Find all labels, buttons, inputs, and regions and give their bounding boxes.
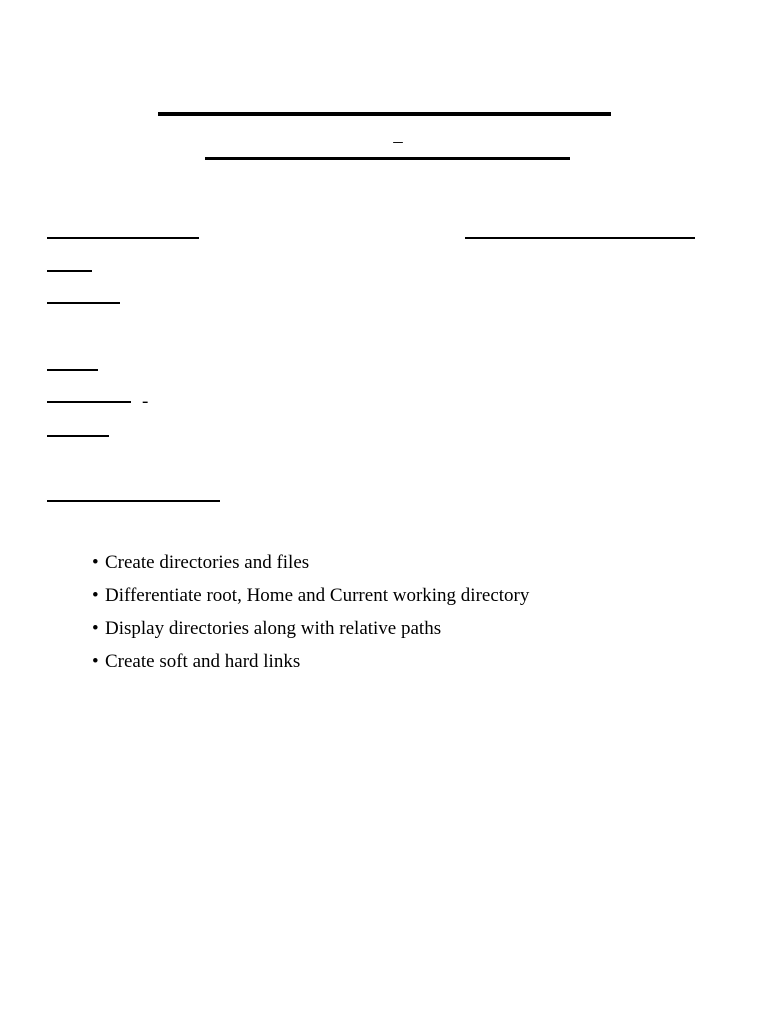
- bullet-icon: •: [92, 552, 99, 573]
- objective-text: Display directories along with relative paths: [105, 618, 442, 639]
- bullet-icon: •: [92, 651, 99, 672]
- field-underline-left-top: [47, 237, 199, 239]
- list-item: [92, 645, 529, 678]
- section-heading-underline: [47, 500, 220, 502]
- objective-text: Create soft and hard links: [105, 651, 301, 672]
- subtitle-dash: –: [393, 131, 403, 152]
- field-underline-3: [47, 369, 98, 371]
- bullet-icon: •: [92, 618, 99, 639]
- field-underline-2: [47, 302, 120, 304]
- list-item: [92, 612, 529, 645]
- list-item: [92, 579, 529, 612]
- field-underline-1: [47, 270, 92, 272]
- title-underline: [158, 112, 611, 116]
- field-underline-5: [47, 435, 109, 437]
- objectives-list: [92, 546, 529, 678]
- subtitle-underline: [205, 157, 570, 160]
- bullet-icon: •: [92, 585, 99, 606]
- field-hyphen: -: [142, 391, 149, 412]
- field-underline-4: [47, 401, 131, 403]
- objective-text: Differentiate root, Home and Current working directory: [105, 585, 530, 606]
- objective-text: Create directories and files: [105, 552, 310, 573]
- list-item: [92, 546, 529, 579]
- field-underline-right-top: [465, 237, 695, 239]
